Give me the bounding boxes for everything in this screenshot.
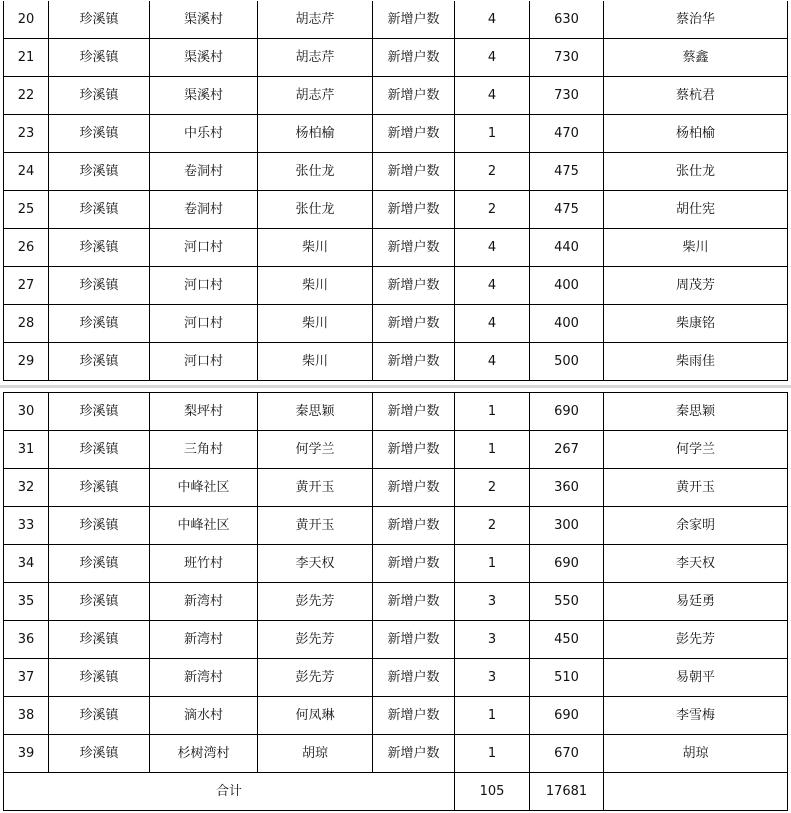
cell-no: 28 <box>4 305 49 343</box>
total-row <box>4 773 788 811</box>
table-row <box>4 153 788 191</box>
table-row <box>4 583 788 621</box>
cell-village: 新湾村 <box>150 583 258 621</box>
cell-type: 新增户数 <box>373 1 455 39</box>
cell-name: 黄开玉 <box>604 469 788 507</box>
cell-name: 胡仕宪 <box>604 191 788 229</box>
cell-head: 柴川 <box>258 343 373 381</box>
cell-town: 珍溪镇 <box>49 659 150 697</box>
cell-town: 珍溪镇 <box>49 545 150 583</box>
cell-village: 卷洞村 <box>150 191 258 229</box>
table-row <box>4 305 788 343</box>
cell-amount: 500 <box>530 343 604 381</box>
cell-no: 37 <box>4 659 49 697</box>
cell-name: 易廷勇 <box>604 583 788 621</box>
cell-type: 新增户数 <box>373 153 455 191</box>
table-row <box>4 659 788 697</box>
cell-head: 彭先芳 <box>258 583 373 621</box>
cell-name: 易朝平 <box>604 659 788 697</box>
total-amount: 17681 <box>530 773 604 811</box>
cell-count: 1 <box>455 697 530 735</box>
cell-no: 29 <box>4 343 49 381</box>
cell-no: 23 <box>4 115 49 153</box>
table-row <box>4 545 788 583</box>
cell-no: 32 <box>4 469 49 507</box>
cell-type: 新增户数 <box>373 115 455 153</box>
cell-village: 中峰社区 <box>150 507 258 545</box>
cell-type: 新增户数 <box>373 39 455 77</box>
cell-amount: 690 <box>530 393 604 431</box>
cell-type: 新增户数 <box>373 393 455 431</box>
cell-no: 31 <box>4 431 49 469</box>
cell-type: 新增户数 <box>373 659 455 697</box>
cell-name: 李雪梅 <box>604 697 788 735</box>
cell-type: 新增户数 <box>373 545 455 583</box>
cell-amount: 630 <box>530 1 604 39</box>
cell-head: 李天权 <box>258 545 373 583</box>
table-row <box>4 343 788 381</box>
cell-head: 胡志芹 <box>258 39 373 77</box>
cell-head: 彭先芳 <box>258 659 373 697</box>
cell-no: 22 <box>4 77 49 115</box>
cell-head: 胡琼 <box>258 735 373 773</box>
table-row <box>4 267 788 305</box>
cell-count: 4 <box>455 305 530 343</box>
cell-amount: 400 <box>530 267 604 305</box>
table-row <box>4 1 788 39</box>
cell-no: 34 <box>4 545 49 583</box>
cell-type: 新增户数 <box>373 229 455 267</box>
cell-name: 蔡杭君 <box>604 77 788 115</box>
cell-town: 珍溪镇 <box>49 735 150 773</box>
cell-name: 柴康铭 <box>604 305 788 343</box>
cell-count: 3 <box>455 659 530 697</box>
cell-amount: 730 <box>530 77 604 115</box>
cell-name: 张仕龙 <box>604 153 788 191</box>
cell-no: 35 <box>4 583 49 621</box>
cell-town: 珍溪镇 <box>49 115 150 153</box>
cell-head: 张仕龙 <box>258 153 373 191</box>
cell-count: 1 <box>455 393 530 431</box>
total-empty-cell <box>604 773 788 811</box>
cell-no: 27 <box>4 267 49 305</box>
cell-count: 4 <box>455 77 530 115</box>
cell-head: 黄开玉 <box>258 469 373 507</box>
cell-town: 珍溪镇 <box>49 229 150 267</box>
cell-amount: 475 <box>530 191 604 229</box>
cell-head: 杨柏榆 <box>258 115 373 153</box>
cell-count: 4 <box>455 229 530 267</box>
cell-no: 36 <box>4 621 49 659</box>
cell-no: 25 <box>4 191 49 229</box>
cell-count: 3 <box>455 621 530 659</box>
cell-no: 30 <box>4 393 49 431</box>
cell-village: 渠溪村 <box>150 39 258 77</box>
cell-town: 珍溪镇 <box>49 343 150 381</box>
table-row <box>4 735 788 773</box>
cell-no: 33 <box>4 507 49 545</box>
cell-count: 4 <box>455 39 530 77</box>
cell-name: 李天权 <box>604 545 788 583</box>
cell-head: 何学兰 <box>258 431 373 469</box>
cell-count: 2 <box>455 507 530 545</box>
cell-amount: 440 <box>530 229 604 267</box>
cell-count: 2 <box>455 153 530 191</box>
cell-name: 柴雨佳 <box>604 343 788 381</box>
cell-count: 4 <box>455 267 530 305</box>
cell-type: 新增户数 <box>373 77 455 115</box>
cell-village: 班竹村 <box>150 545 258 583</box>
cell-head: 柴川 <box>258 305 373 343</box>
cell-village: 三角村 <box>150 431 258 469</box>
cell-no: 20 <box>4 1 49 39</box>
cell-head: 胡志芹 <box>258 77 373 115</box>
cell-count: 4 <box>455 1 530 39</box>
cell-amount: 690 <box>530 697 604 735</box>
cell-name: 余家明 <box>604 507 788 545</box>
cell-amount: 690 <box>530 545 604 583</box>
cell-no: 24 <box>4 153 49 191</box>
cell-type: 新增户数 <box>373 735 455 773</box>
cell-amount: 670 <box>530 735 604 773</box>
cell-amount: 550 <box>530 583 604 621</box>
cell-count: 2 <box>455 469 530 507</box>
cell-village: 中峰社区 <box>150 469 258 507</box>
total-label: 合计 <box>4 773 455 811</box>
cell-no: 21 <box>4 39 49 77</box>
cell-count: 2 <box>455 191 530 229</box>
cell-town: 珍溪镇 <box>49 39 150 77</box>
cell-town: 珍溪镇 <box>49 697 150 735</box>
cell-town: 珍溪镇 <box>49 153 150 191</box>
cell-village: 河口村 <box>150 267 258 305</box>
cell-name: 何学兰 <box>604 431 788 469</box>
cell-town: 珍溪镇 <box>49 191 150 229</box>
cell-amount: 450 <box>530 621 604 659</box>
cell-amount: 300 <box>530 507 604 545</box>
cell-town: 珍溪镇 <box>49 507 150 545</box>
cell-amount: 730 <box>530 39 604 77</box>
cell-type: 新增户数 <box>373 305 455 343</box>
total-count: 105 <box>455 773 530 811</box>
cell-head: 柴川 <box>258 267 373 305</box>
cell-town: 珍溪镇 <box>49 1 150 39</box>
cell-name: 蔡治华 <box>604 1 788 39</box>
page-separator <box>0 385 791 388</box>
cell-type: 新增户数 <box>373 469 455 507</box>
cell-type: 新增户数 <box>373 507 455 545</box>
cell-count: 1 <box>455 735 530 773</box>
cell-village: 新湾村 <box>150 621 258 659</box>
cell-town: 珍溪镇 <box>49 77 150 115</box>
table-page-1 <box>3 1 788 381</box>
cell-village: 梨坪村 <box>150 393 258 431</box>
cell-count: 1 <box>455 545 530 583</box>
cell-type: 新增户数 <box>373 267 455 305</box>
cell-count: 1 <box>455 115 530 153</box>
cell-head: 张仕龙 <box>258 191 373 229</box>
cell-no: 38 <box>4 697 49 735</box>
table-row <box>4 507 788 545</box>
cell-village: 河口村 <box>150 305 258 343</box>
cell-head: 胡志芹 <box>258 1 373 39</box>
cell-no: 39 <box>4 735 49 773</box>
cell-type: 新增户数 <box>373 343 455 381</box>
cell-village: 河口村 <box>150 343 258 381</box>
table-row <box>4 191 788 229</box>
cell-amount: 510 <box>530 659 604 697</box>
cell-village: 渠溪村 <box>150 77 258 115</box>
cell-name: 秦思颖 <box>604 393 788 431</box>
table-row <box>4 229 788 267</box>
cell-no: 26 <box>4 229 49 267</box>
table-row <box>4 393 788 431</box>
table-row <box>4 621 788 659</box>
cell-name: 杨柏榆 <box>604 115 788 153</box>
cell-town: 珍溪镇 <box>49 393 150 431</box>
cell-village: 卷洞村 <box>150 153 258 191</box>
cell-count: 4 <box>455 343 530 381</box>
cell-type: 新增户数 <box>373 697 455 735</box>
cell-village: 滴水村 <box>150 697 258 735</box>
cell-head: 柴川 <box>258 229 373 267</box>
cell-type: 新增户数 <box>373 191 455 229</box>
cell-village: 杉树湾村 <box>150 735 258 773</box>
table-row <box>4 469 788 507</box>
cell-name: 彭先芳 <box>604 621 788 659</box>
cell-name: 柴川 <box>604 229 788 267</box>
table-row <box>4 697 788 735</box>
cell-name: 胡琼 <box>604 735 788 773</box>
cell-town: 珍溪镇 <box>49 305 150 343</box>
cell-village: 渠溪村 <box>150 1 258 39</box>
cell-type: 新增户数 <box>373 621 455 659</box>
cell-town: 珍溪镇 <box>49 267 150 305</box>
table-row <box>4 115 788 153</box>
table-row <box>4 431 788 469</box>
cell-town: 珍溪镇 <box>49 621 150 659</box>
cell-village: 河口村 <box>150 229 258 267</box>
cell-head: 黄开玉 <box>258 507 373 545</box>
table-row <box>4 77 788 115</box>
cell-head: 何凤琳 <box>258 697 373 735</box>
table-page-2 <box>3 392 788 811</box>
cell-head: 秦思颖 <box>258 393 373 431</box>
cell-name: 蔡鑫 <box>604 39 788 77</box>
cell-amount: 470 <box>530 115 604 153</box>
cell-count: 3 <box>455 583 530 621</box>
cell-village: 新湾村 <box>150 659 258 697</box>
cell-amount: 475 <box>530 153 604 191</box>
cell-village: 中乐村 <box>150 115 258 153</box>
cell-head: 彭先芳 <box>258 621 373 659</box>
cell-town: 珍溪镇 <box>49 431 150 469</box>
cell-name: 周茂芳 <box>604 267 788 305</box>
cell-amount: 267 <box>530 431 604 469</box>
cell-town: 珍溪镇 <box>49 469 150 507</box>
cell-town: 珍溪镇 <box>49 583 150 621</box>
cell-count: 1 <box>455 431 530 469</box>
cell-amount: 400 <box>530 305 604 343</box>
cell-amount: 360 <box>530 469 604 507</box>
cell-type: 新增户数 <box>373 583 455 621</box>
cell-type: 新增户数 <box>373 431 455 469</box>
table-row <box>4 39 788 77</box>
